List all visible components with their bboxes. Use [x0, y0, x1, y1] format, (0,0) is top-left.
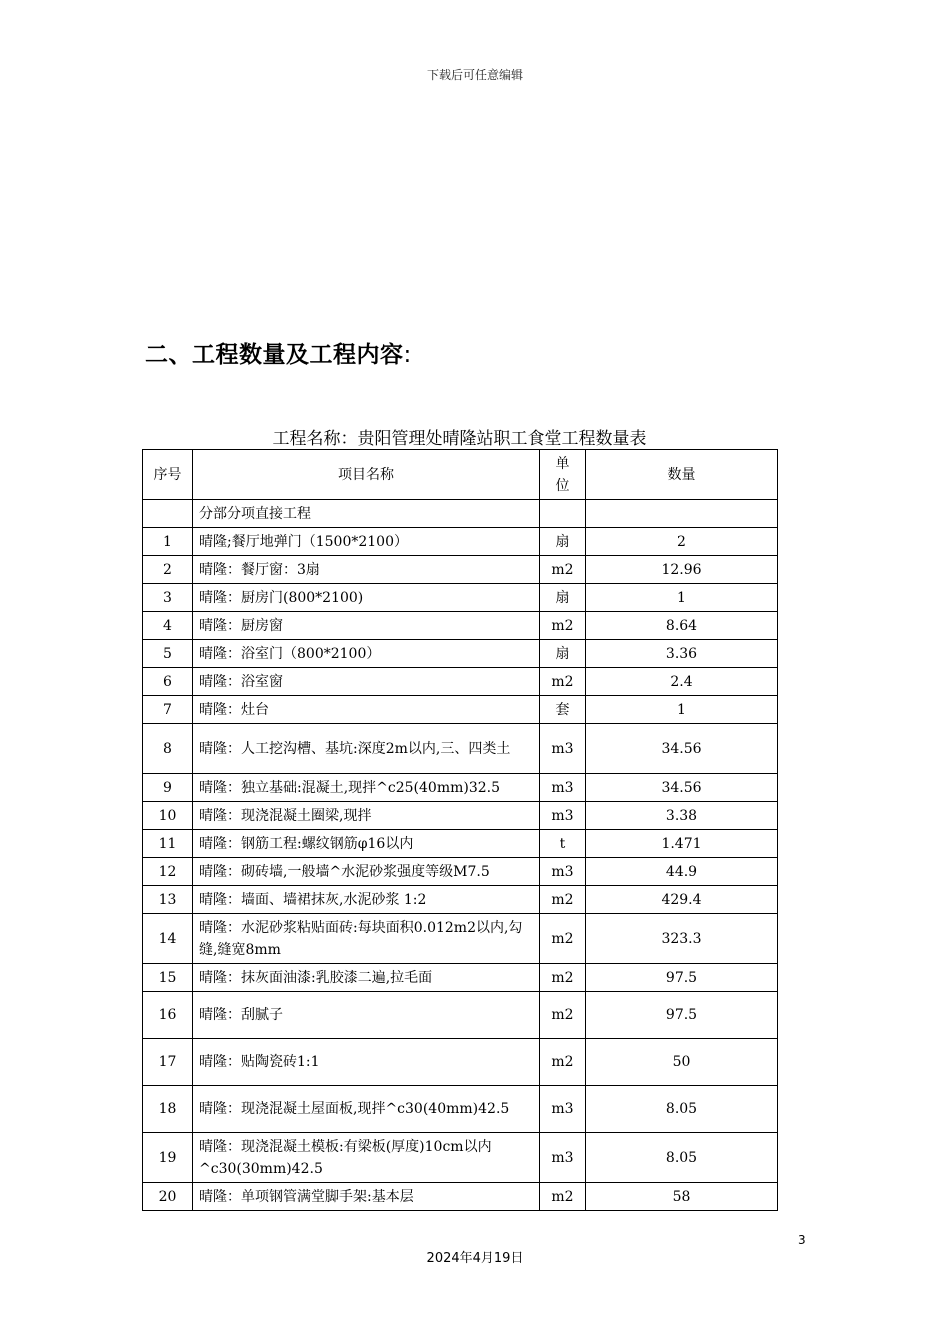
row-index: 6: [143, 668, 193, 696]
row-index: 7: [143, 696, 193, 724]
row-index: 18: [143, 1086, 193, 1133]
row-unit: m3: [540, 724, 586, 774]
table-row: [143, 992, 778, 1039]
row-quantity: 8.05: [586, 1133, 778, 1183]
row-index: 3: [143, 584, 193, 612]
row-index: 1: [143, 528, 193, 556]
row-unit: 套: [540, 696, 586, 724]
table-row: [143, 886, 778, 914]
row-quantity: 50: [586, 1039, 778, 1086]
row-index: 13: [143, 886, 193, 914]
row-quantity: 2: [586, 528, 778, 556]
table-row: [143, 858, 778, 886]
column-header-unit: 单位: [540, 450, 586, 500]
row-quantity: 44.9: [586, 858, 778, 886]
row-item-name: 晴隆：水泥砂浆粘贴面砖:每块面积0.012m2以内,勾缝,缝宽8mm: [193, 914, 540, 964]
table-row: [143, 1086, 778, 1133]
table-row: [143, 830, 778, 858]
footer-date: 2024年4月19日: [426, 1251, 524, 1266]
row-unit: m3: [540, 1086, 586, 1133]
row-item-name: 晴隆：现浇混凝土圈梁,现拌: [193, 802, 540, 830]
row-item-name: 晴隆：浴室窗: [193, 668, 540, 696]
row-item-name: 晴隆：厨房窗: [193, 612, 540, 640]
row-index: 10: [143, 802, 193, 830]
section-heading: [145, 336, 412, 369]
table-header-row: [143, 450, 778, 500]
row-quantity: 97.5: [586, 992, 778, 1039]
row-index: 16: [143, 992, 193, 1039]
row-quantity: 1: [586, 696, 778, 724]
row-unit: m2: [540, 1183, 586, 1211]
row-index: 12: [143, 858, 193, 886]
row-unit: m2: [540, 914, 586, 964]
row-quantity: 3.36: [586, 640, 778, 668]
section-heading-text: 二、工程数量及工程内容: [145, 342, 404, 368]
row-quantity: 429.4: [586, 886, 778, 914]
row-index: 11: [143, 830, 193, 858]
row-unit: m2: [540, 612, 586, 640]
row-quantity: 323.3: [586, 914, 778, 964]
row-item-name: 晴隆：墙面、墙裙抹灰,水泥砂浆 1:2: [193, 886, 540, 914]
header-note: 下载后可任意编辑: [426, 68, 523, 82]
row-item-name: 晴隆：独立基础:混凝土,现拌^c25(40mm)32.5: [193, 774, 540, 802]
row-item-name: 晴隆：抹灰面油漆:乳胶漆二遍,拉毛面: [193, 964, 540, 992]
row-unit: m2: [540, 992, 586, 1039]
row-index: 17: [143, 1039, 193, 1086]
column-header-quantity: 数量: [586, 450, 778, 500]
table-row: [143, 914, 778, 964]
row-item-name: 晴隆：单项钢管满堂脚手架:基本层: [193, 1183, 540, 1211]
group-row-quantity: [586, 500, 778, 528]
row-index: 20: [143, 1183, 193, 1211]
row-item-name: 晴隆：灶台: [193, 696, 540, 724]
table-row: [143, 964, 778, 992]
row-unit: m2: [540, 886, 586, 914]
table-row: [143, 1133, 778, 1183]
row-item-name: 晴隆：贴陶瓷砖1:1: [193, 1039, 540, 1086]
table-body: [143, 500, 778, 1211]
row-index: 8: [143, 724, 193, 774]
row-item-name: 晴隆：钢筋工程:螺纹钢筋φ16以内: [193, 830, 540, 858]
row-index: 5: [143, 640, 193, 668]
table-row: [143, 528, 778, 556]
row-quantity: 1: [586, 584, 778, 612]
table-row: [143, 774, 778, 802]
page-number: 3: [798, 1233, 806, 1247]
table-row: [143, 1039, 778, 1086]
row-quantity: 34.56: [586, 774, 778, 802]
row-unit: 扇: [540, 528, 586, 556]
row-item-name: 晴隆：砌砖墙,一般墙^水泥砂浆强度等级M7.5: [193, 858, 540, 886]
section-heading-colon: :: [403, 342, 412, 368]
table-row: [143, 696, 778, 724]
row-unit: m2: [540, 556, 586, 584]
table-row: [143, 724, 778, 774]
row-unit: 扇: [540, 640, 586, 668]
row-quantity: 97.5: [586, 964, 778, 992]
group-row-label: 分部分项直接工程: [193, 500, 540, 528]
table-row: [143, 612, 778, 640]
row-item-name: 晴隆：现浇混凝土屋面板,现拌^c30(40mm)42.5: [193, 1086, 540, 1133]
row-index: 14: [143, 914, 193, 964]
row-quantity: 1.471: [586, 830, 778, 858]
row-item-name: 晴隆：人工挖沟槽、基坑:深度2m以内,三、四类土: [193, 724, 540, 774]
row-unit: m3: [540, 774, 586, 802]
group-row-index: [143, 500, 193, 528]
column-header-index: 序号: [143, 450, 193, 500]
row-unit: m3: [540, 802, 586, 830]
row-unit: m2: [540, 1039, 586, 1086]
group-row-unit: [540, 500, 586, 528]
quantity-table: [142, 449, 778, 1211]
row-quantity: 8.64: [586, 612, 778, 640]
row-unit: 扇: [540, 584, 586, 612]
row-unit: m2: [540, 964, 586, 992]
row-quantity: 34.56: [586, 724, 778, 774]
group-row: [143, 500, 778, 528]
row-item-name: 晴隆：刮腻子: [193, 992, 540, 1039]
row-unit: m3: [540, 1133, 586, 1183]
row-item-name: 晴隆：餐厅窗：3扇: [193, 556, 540, 584]
row-index: 9: [143, 774, 193, 802]
row-item-name: 晴隆;餐厅地弹门（1500*2100）: [193, 528, 540, 556]
row-index: 2: [143, 556, 193, 584]
row-item-name: 晴隆：浴室门（800*2100）: [193, 640, 540, 668]
row-unit: t: [540, 830, 586, 858]
row-unit: m2: [540, 668, 586, 696]
table-row: [143, 802, 778, 830]
row-item-name: 晴隆：厨房门(800*2100): [193, 584, 540, 612]
row-index: 19: [143, 1133, 193, 1183]
row-quantity: 8.05: [586, 1086, 778, 1133]
table-title: 工程名称：贵阳管理处晴隆站职工食堂工程数量表: [272, 429, 647, 449]
table-row: [143, 668, 778, 696]
row-item-name: 晴隆：现浇混凝土模板:有梁板(厚度)10cm以内^c30(30mm)42.5: [193, 1133, 540, 1183]
column-header-name: 项目名称: [193, 450, 540, 500]
table-row: [143, 1183, 778, 1211]
row-quantity: 2.4: [586, 668, 778, 696]
row-index: 4: [143, 612, 193, 640]
row-quantity: 12.96: [586, 556, 778, 584]
table-row: [143, 640, 778, 668]
row-quantity: 58: [586, 1183, 778, 1211]
table-row: [143, 556, 778, 584]
row-unit: m3: [540, 858, 586, 886]
row-index: 15: [143, 964, 193, 992]
row-quantity: 3.38: [586, 802, 778, 830]
table-row: [143, 584, 778, 612]
